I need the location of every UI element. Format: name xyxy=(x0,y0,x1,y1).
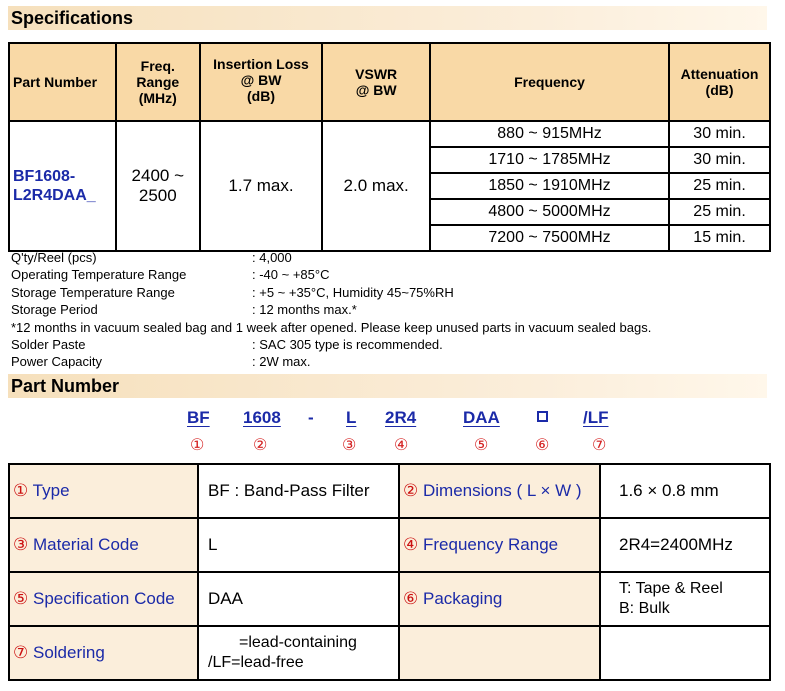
pn-number: ⑤ xyxy=(474,437,489,454)
soldering-key: ⑦ Soldering xyxy=(9,626,198,680)
attenuation-cell: 25 min. xyxy=(669,199,770,225)
part-number-table xyxy=(8,463,771,681)
spec-notes xyxy=(11,249,781,371)
pn-segment-hyphen: - xyxy=(308,408,314,427)
note-footnote: *12 months in vacuum sealed bag and 1 week after opened. Please keep unused parts in vacuum sealed bags. xyxy=(11,319,652,335)
attenuation-cell: 15 min. xyxy=(669,225,770,251)
dimensions-key: ② Dimensions ( L × W ) xyxy=(399,464,600,518)
attenuation-cell: 30 min. xyxy=(669,121,770,147)
square-icon xyxy=(537,411,548,422)
type-value: BF : Band-Pass Filter xyxy=(198,464,399,518)
packaging-key: ⑥ Packaging xyxy=(399,572,600,626)
specifications-title: Specifications xyxy=(8,6,767,30)
insertion-loss-value: 1.7 max. xyxy=(200,121,323,251)
note-row xyxy=(11,301,781,318)
note-value: : 2W max. xyxy=(252,354,311,370)
spec-code-key: ⑤ Specification Code xyxy=(9,572,198,626)
part-number-value: BF1608- L2R4DAA_ xyxy=(9,121,116,251)
note-value: : -40 ~ +85°C xyxy=(252,267,330,283)
frequency-cell: 4800 ~ 5000MHz xyxy=(430,199,669,225)
note-label: Q'ty/Reel (pcs) xyxy=(11,250,97,265)
pn-segment-dimensions: 1608 xyxy=(243,408,281,427)
attenuation-cell: 30 min. xyxy=(669,147,770,173)
material-key: ③ Material Code xyxy=(9,518,198,572)
pn-segment-frequency: 2R4 xyxy=(385,408,417,427)
empty-key xyxy=(399,626,600,680)
vswr-value: 2.0 max. xyxy=(322,121,430,251)
note-value: : 12 months max.* xyxy=(252,302,357,318)
note-row xyxy=(11,266,781,283)
pn-segment-packaging xyxy=(537,408,548,428)
header-part-number: Part Number xyxy=(9,43,116,121)
soldering-value: =lead-containing /LF=lead-free xyxy=(198,626,399,680)
note-row xyxy=(11,353,781,370)
pn-number: ② xyxy=(253,437,268,454)
header-vswr: VSWR @ BW xyxy=(322,43,430,121)
pn-number: ⑦ xyxy=(592,437,607,454)
header-freq-range: Freq. Range (MHz) xyxy=(116,43,200,121)
header-insertion-loss: Insertion Loss @ BW (dB) xyxy=(200,43,323,121)
pn-segment-material: L xyxy=(346,408,357,427)
pn-row xyxy=(9,626,770,680)
note-label: Solder Paste xyxy=(11,336,86,352)
note-row xyxy=(11,284,781,301)
header-attenuation: Attenuation (dB) xyxy=(669,43,770,121)
packaging-value: T: Tape & Reel B: Bulk xyxy=(600,572,770,626)
header-frequency: Frequency xyxy=(430,43,669,121)
note-label: Operating Temperature Range xyxy=(11,267,187,283)
note-value: : 4,000 xyxy=(252,250,292,265)
pn-number: ③ xyxy=(342,437,357,454)
pn-number: ① xyxy=(190,437,205,454)
pn-row xyxy=(9,518,770,572)
pn-row xyxy=(9,464,770,518)
attenuation-cell: 25 min. xyxy=(669,173,770,199)
part-number-breakdown xyxy=(0,408,785,460)
frequency-range-key: ④ Frequency Range xyxy=(399,518,600,572)
pn-segment-spec-code: DAA xyxy=(463,408,500,427)
pn-segment-type: BF xyxy=(187,408,210,427)
specifications-table xyxy=(8,42,771,252)
note-row xyxy=(11,249,781,266)
empty-value xyxy=(600,626,770,680)
dimensions-value: 1.6 × 0.8 mm xyxy=(600,464,770,518)
material-value: L xyxy=(198,518,399,572)
pn-row xyxy=(9,572,770,626)
freq-range-value: 2400 ~ 2500 xyxy=(116,121,200,251)
spec-data-row xyxy=(9,121,770,147)
note-value: : +5 ~ +35°C, Humidity 45~75%RH xyxy=(252,284,454,300)
pn-number: ④ xyxy=(394,437,409,454)
frequency-cell: 7200 ~ 7500MHz xyxy=(430,225,669,251)
note-value: : SAC 305 type is recommended. xyxy=(252,336,443,352)
pn-number: ⑥ xyxy=(535,437,550,454)
note-label: Storage Period xyxy=(11,302,98,318)
note-row xyxy=(11,319,781,336)
frequency-cell: 1710 ~ 1785MHz xyxy=(430,147,669,173)
frequency-range-value: 2R4=2400MHz xyxy=(600,518,770,572)
part-number-title: Part Number xyxy=(8,374,767,398)
frequency-cell: 880 ~ 915MHz xyxy=(430,121,669,147)
spec-header-row xyxy=(9,43,770,121)
type-key: ① Type xyxy=(9,464,198,518)
pn-segment-soldering: /LF xyxy=(583,408,609,427)
note-label: Power Capacity xyxy=(11,354,103,370)
frequency-cell: 1850 ~ 1910MHz xyxy=(430,173,669,199)
note-label: Storage Temperature Range xyxy=(11,284,175,300)
note-row xyxy=(11,336,781,353)
spec-code-value: DAA xyxy=(198,572,399,626)
